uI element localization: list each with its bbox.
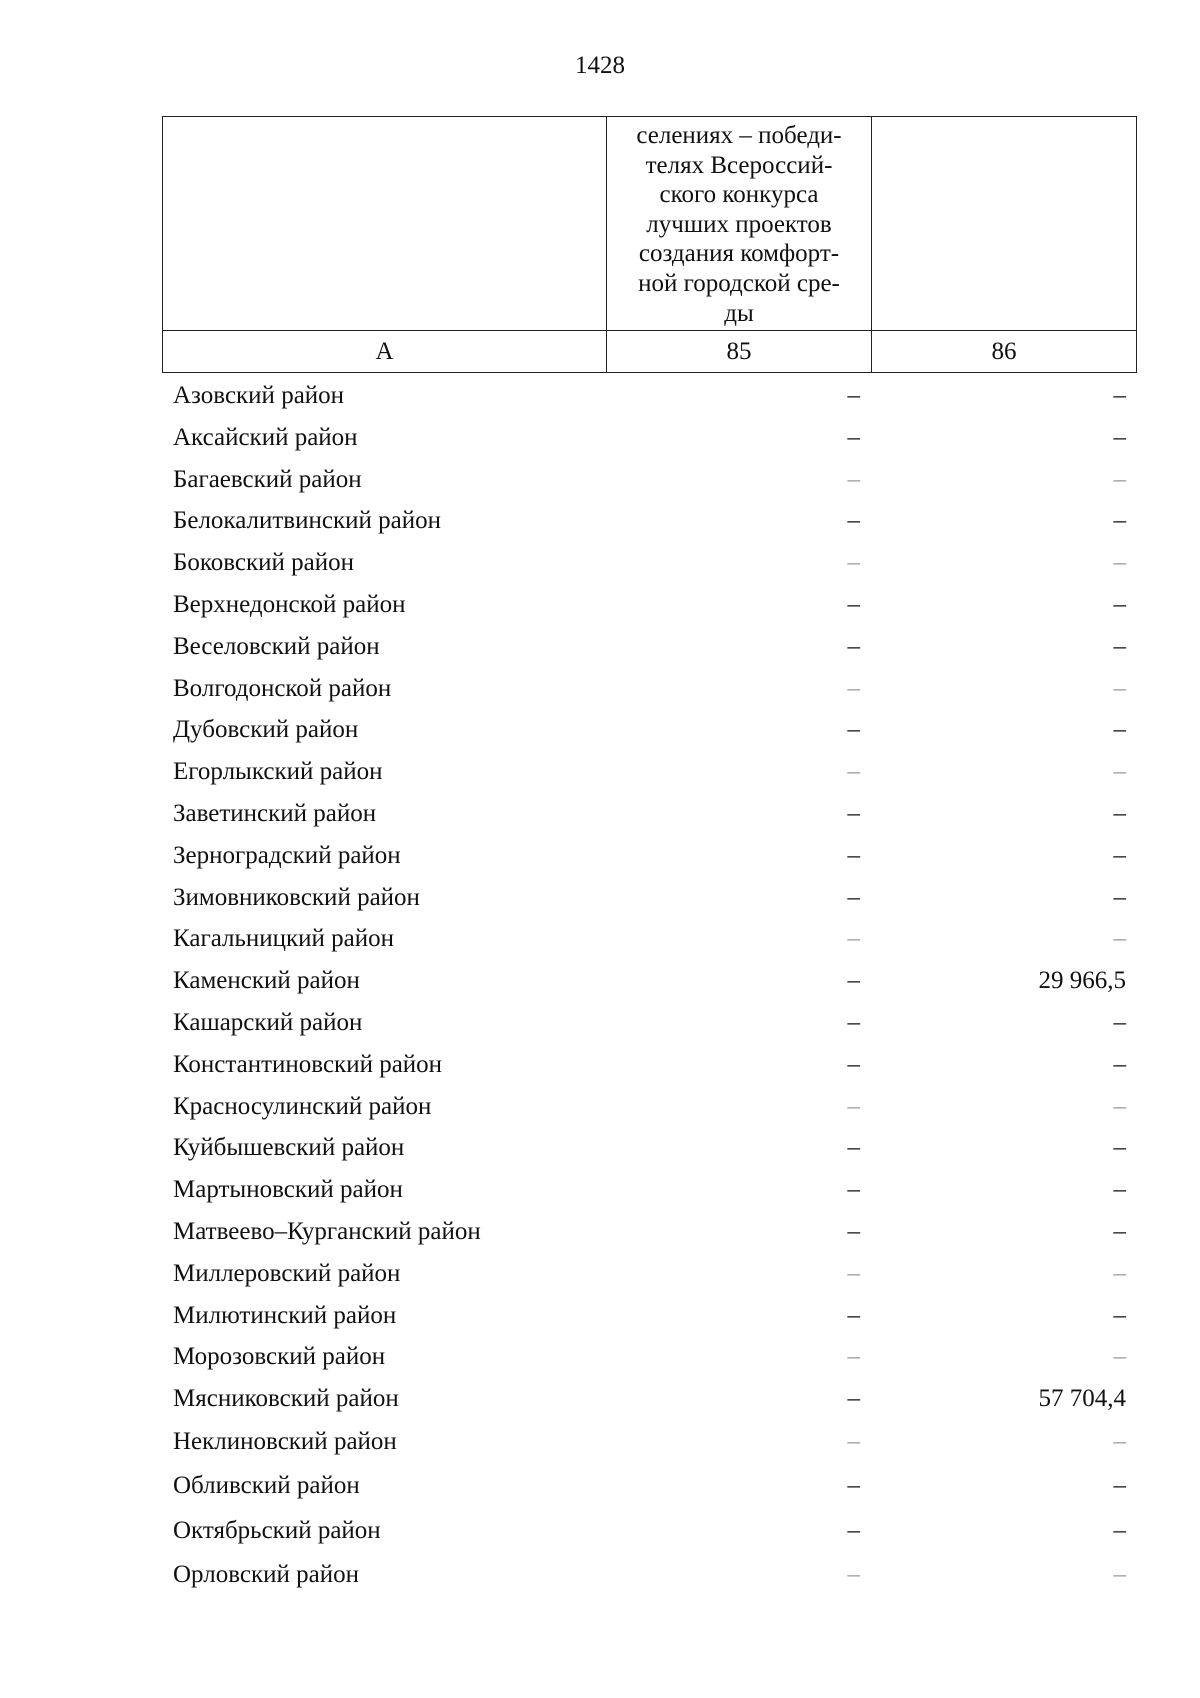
value-col-86: – bbox=[1113, 549, 1126, 577]
district-name: Зерноградский район bbox=[173, 841, 401, 869]
table-row bbox=[162, 1553, 1136, 1598]
header-number-85: 85 bbox=[607, 331, 872, 373]
district-name: Егорлыкский район bbox=[173, 758, 383, 786]
table-row bbox=[162, 1420, 1136, 1465]
value-col-85: – bbox=[847, 925, 860, 953]
header-86-description bbox=[872, 117, 1136, 121]
district-name: Неклиновский район bbox=[173, 1427, 397, 1455]
table-row bbox=[162, 1378, 1136, 1420]
value-col-85: – bbox=[847, 632, 860, 660]
table-row bbox=[162, 417, 1136, 459]
header-description-row bbox=[163, 117, 1137, 331]
table-row bbox=[162, 626, 1136, 668]
district-name: Зимовниковский район bbox=[173, 883, 420, 911]
value-col-85: – bbox=[847, 716, 860, 744]
table-row bbox=[162, 918, 1136, 960]
value-col-85: – bbox=[847, 1427, 860, 1455]
value-col-85: – bbox=[847, 549, 860, 577]
district-name: Орловский район bbox=[173, 1561, 359, 1589]
value-col-85: – bbox=[847, 883, 860, 911]
value-col-85: – bbox=[847, 1516, 860, 1544]
table-row bbox=[162, 1169, 1136, 1211]
value-col-85: – bbox=[847, 590, 860, 618]
district-name: Милютинский район bbox=[173, 1301, 397, 1329]
value-col-86: – bbox=[1113, 883, 1126, 911]
header-cell-85 bbox=[607, 117, 872, 331]
value-col-86: – bbox=[1113, 716, 1126, 744]
value-col-85: – bbox=[847, 841, 860, 869]
table-row bbox=[162, 375, 1136, 417]
table-row bbox=[162, 877, 1136, 919]
district-name: Белокалитвинский район bbox=[173, 507, 441, 535]
value-col-86: – bbox=[1113, 1092, 1126, 1120]
district-name: Куйбышевский район bbox=[173, 1134, 405, 1162]
district-name: Веселовский район bbox=[173, 632, 380, 660]
table-row bbox=[162, 542, 1136, 584]
value-col-85: – bbox=[847, 1301, 860, 1329]
table-row bbox=[162, 1002, 1136, 1044]
value-col-85: – bbox=[847, 799, 860, 827]
table-row bbox=[162, 459, 1136, 501]
value-col-85: – bbox=[847, 1008, 860, 1036]
value-col-85: – bbox=[847, 1176, 860, 1204]
value-col-85: – bbox=[847, 674, 860, 702]
table-row bbox=[162, 1044, 1136, 1086]
district-name: Кагальницкий район bbox=[173, 925, 395, 953]
table-row bbox=[162, 668, 1136, 710]
district-name: Заветинский район bbox=[173, 799, 377, 827]
district-name: Аксайский район bbox=[173, 423, 358, 451]
district-name: Верхнедонской район bbox=[173, 590, 406, 618]
value-col-85: – bbox=[847, 423, 860, 451]
value-col-86: – bbox=[1113, 799, 1126, 827]
value-col-85: – bbox=[847, 967, 860, 995]
table-row bbox=[162, 1336, 1136, 1378]
district-name: Каменский район bbox=[173, 967, 360, 995]
value-col-86: – bbox=[1113, 1427, 1126, 1455]
value-col-86: – bbox=[1113, 1561, 1126, 1589]
table-row bbox=[162, 1295, 1136, 1337]
value-col-86: – bbox=[1113, 758, 1126, 786]
value-col-86: – bbox=[1113, 1134, 1126, 1162]
table-header bbox=[162, 116, 1137, 373]
value-col-86: – bbox=[1113, 423, 1126, 451]
table-row bbox=[162, 709, 1136, 751]
value-col-86: – bbox=[1113, 465, 1126, 493]
table-row bbox=[162, 960, 1136, 1002]
header-a-description bbox=[163, 117, 606, 121]
value-col-86: – bbox=[1113, 925, 1126, 953]
value-col-86: – bbox=[1113, 1259, 1126, 1287]
table-row bbox=[162, 1127, 1136, 1169]
table-row bbox=[162, 1253, 1136, 1295]
value-col-85: – bbox=[847, 507, 860, 535]
value-col-85: – bbox=[847, 382, 860, 409]
table-row bbox=[162, 1509, 1136, 1554]
district-name: Константиновский район bbox=[173, 1050, 443, 1078]
value-col-86: – bbox=[1113, 1516, 1126, 1544]
header-cell-a bbox=[163, 117, 607, 331]
page-number: 1428 bbox=[575, 52, 625, 79]
value-col-85: – bbox=[847, 1134, 860, 1162]
table-row bbox=[162, 500, 1136, 542]
value-col-85: – bbox=[847, 1385, 860, 1413]
district-table-body bbox=[162, 375, 1136, 1598]
table-row bbox=[162, 835, 1136, 877]
value-col-86: – bbox=[1113, 1343, 1126, 1371]
header-number-row bbox=[163, 331, 1137, 373]
value-col-86: – bbox=[1113, 1176, 1126, 1204]
value-col-86: – bbox=[1113, 1008, 1126, 1036]
value-col-86: 57 704,4 bbox=[1038, 1385, 1126, 1413]
district-name: Багаевский район bbox=[173, 465, 362, 493]
district-name: Мартыновский район bbox=[173, 1176, 403, 1204]
header-85-description: селениях – победи- телях Всероссий- ского конкурса лучших проектов создания комфорт- ной городской сре- ды bbox=[636, 122, 842, 327]
value-col-85: – bbox=[847, 1259, 860, 1287]
value-col-86: 29 966,5 bbox=[1038, 967, 1126, 995]
value-col-85: – bbox=[847, 1217, 860, 1245]
district-name: Октябрьский район bbox=[173, 1516, 381, 1544]
value-col-86: – bbox=[1113, 507, 1126, 535]
table-row bbox=[162, 1464, 1136, 1509]
value-col-86: – bbox=[1113, 632, 1126, 660]
value-col-85: – bbox=[847, 465, 860, 493]
value-col-86: – bbox=[1113, 382, 1126, 409]
value-col-86: – bbox=[1113, 1217, 1126, 1245]
district-name: Дубовский район bbox=[173, 716, 359, 744]
value-col-86: – bbox=[1113, 1472, 1126, 1500]
value-col-85: – bbox=[847, 1343, 860, 1371]
district-name: Кашарский район bbox=[173, 1008, 363, 1036]
value-col-86: – bbox=[1113, 674, 1126, 702]
district-name: Азовский район bbox=[173, 382, 345, 409]
table-row bbox=[162, 584, 1136, 626]
district-name: Мясниковский район bbox=[173, 1385, 399, 1413]
value-col-86: – bbox=[1113, 841, 1126, 869]
district-name: Обливский район bbox=[173, 1472, 360, 1500]
district-name: Морозовский район bbox=[173, 1343, 386, 1371]
table-row bbox=[162, 751, 1136, 793]
value-col-85: – bbox=[847, 1092, 860, 1120]
value-col-85: – bbox=[847, 758, 860, 786]
header-number-a: А bbox=[163, 331, 607, 373]
district-name: Миллеровский район bbox=[173, 1259, 401, 1287]
table-row bbox=[162, 1211, 1136, 1253]
value-col-85: – bbox=[847, 1050, 860, 1078]
district-name: Красносулинский район bbox=[173, 1092, 432, 1120]
header-number-86: 86 bbox=[872, 331, 1137, 373]
value-col-86: – bbox=[1113, 590, 1126, 618]
header-cell-86 bbox=[872, 117, 1137, 331]
value-col-85: – bbox=[847, 1561, 860, 1589]
district-name: Боковский район bbox=[173, 549, 354, 577]
district-name: Волгодонской район bbox=[173, 674, 392, 702]
value-col-86: – bbox=[1113, 1301, 1126, 1329]
table-row bbox=[162, 793, 1136, 835]
value-col-86: – bbox=[1113, 1050, 1126, 1078]
table-row bbox=[162, 1086, 1136, 1128]
value-col-85: – bbox=[847, 1472, 860, 1500]
district-name: Матвеево–Курганский район bbox=[173, 1217, 481, 1245]
